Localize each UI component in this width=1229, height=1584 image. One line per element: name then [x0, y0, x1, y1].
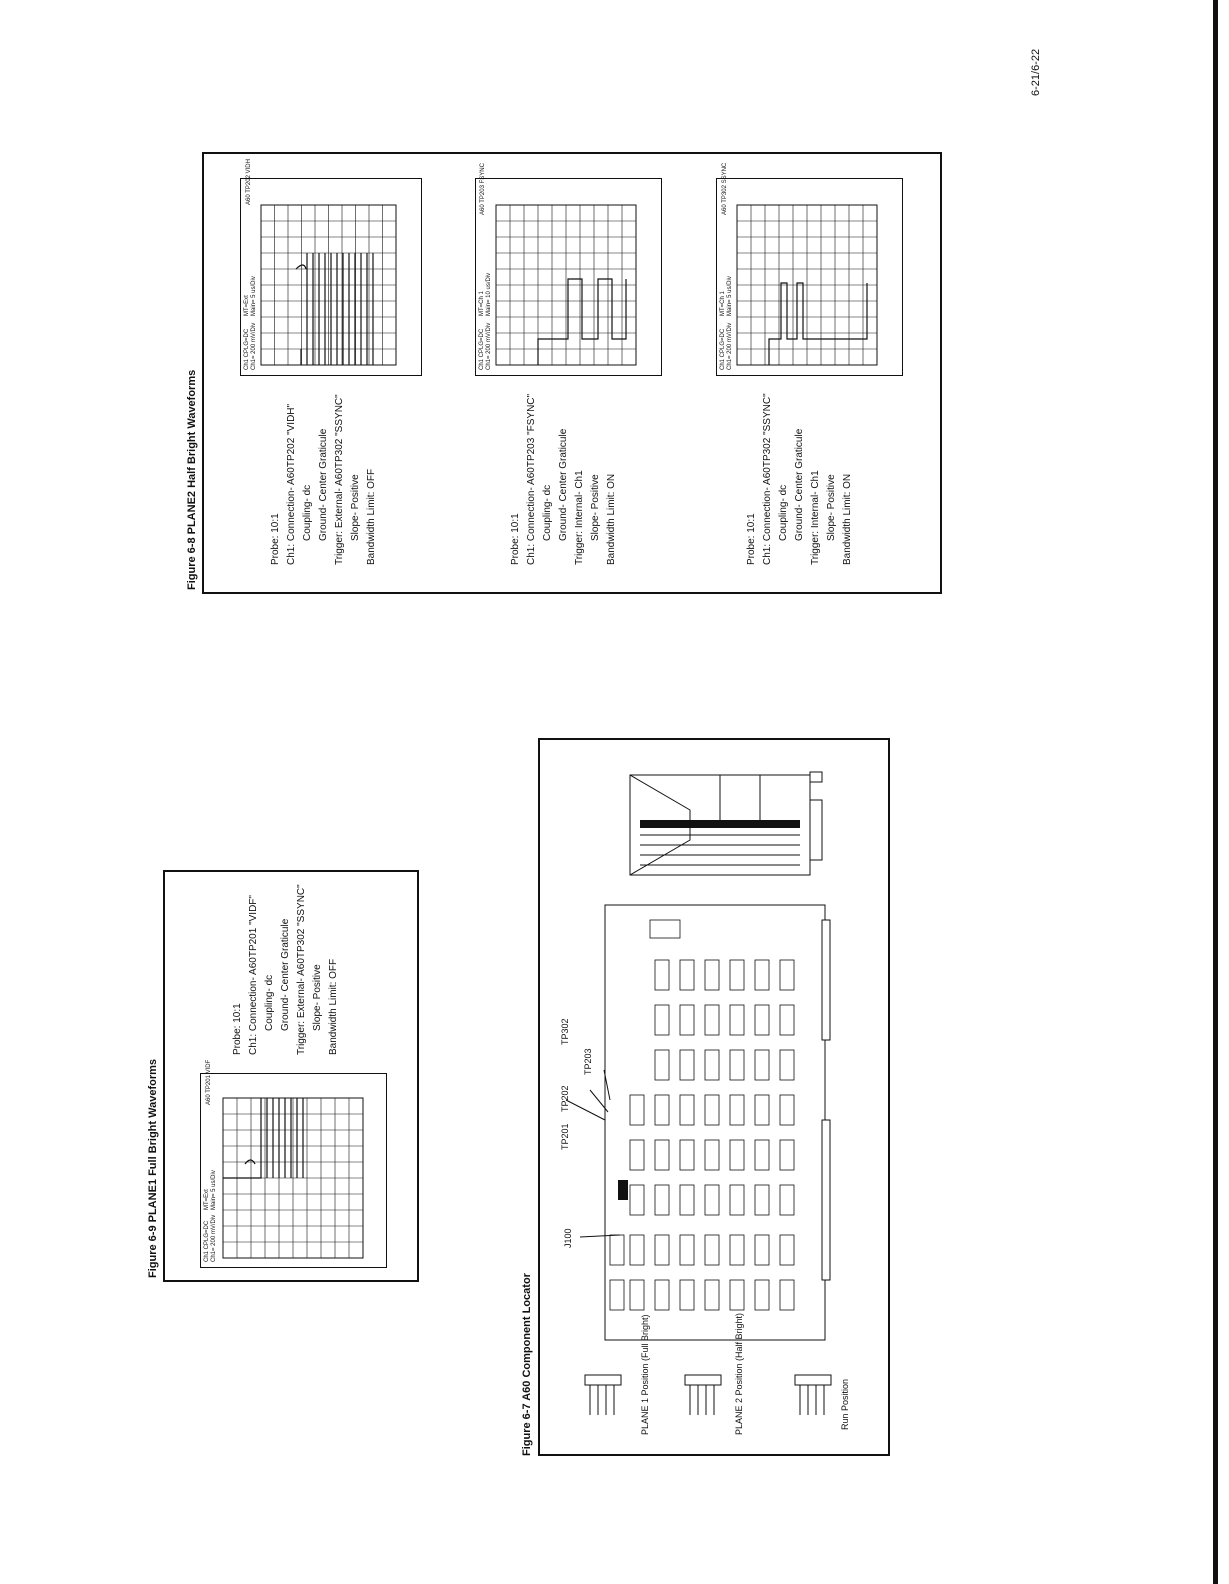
fig-6-8-panel-2-scope-left-2: Ch1= 200 mV/Div — [486, 322, 492, 370]
fig-6-9-scope — [200, 1073, 387, 1268]
fig-6-9-scope-left-3: MT=Ext — [204, 1189, 210, 1210]
fig-6-8-panel-2-scope-left-4: Main= 10 us/Div — [486, 272, 492, 316]
figure-6-7-title: Figure 6-7 A60 Component Locator — [521, 1273, 533, 1456]
jumper-plane1-label: PLANE 1 Position (Full Bright) — [640, 1314, 650, 1435]
fig-6-9-scope-left-1: Ch1 CPLG=DC — [204, 1220, 210, 1262]
fig-6-8-panel-1-graticule — [241, 179, 421, 375]
callout-j100: J100 — [563, 1228, 573, 1248]
callout-tp203: TP203 — [583, 1048, 593, 1075]
callout-tp302: TP302 — [560, 1018, 570, 1045]
board-top-view — [600, 900, 840, 1350]
fig-6-8-panel-1-scope-left-1: Ch1 CPLG=DC — [244, 328, 250, 370]
fig-6-8-panel-3-scope — [716, 178, 903, 376]
fig-6-9-scope-left-4: Main= 5 us/Div — [211, 1170, 217, 1210]
fig-6-8-panel-2-scope-left-1: Ch1 CPLG=DC — [479, 328, 485, 370]
fig-6-8-panel-1-scope-left-3: MT=Ext — [244, 295, 250, 316]
fig-6-8-panel-2-scope-top: A60 TP203 FSYNC — [480, 163, 486, 215]
fig-6-8-panel-3-scope-left-1: Ch1 CPLG=DC — [720, 328, 726, 370]
fig-6-8-panel-3-scope-top: A60 TP302 SSYNC — [722, 162, 728, 215]
callout-leaders — [560, 1040, 630, 1240]
fig-6-8-panel-1-scope-left-4: Main= 5 us/Div — [251, 276, 257, 316]
jumper-run-icon — [790, 1370, 840, 1420]
page-edge-bar — [1213, 0, 1218, 1584]
jumper-run-label: Run Position — [840, 1378, 850, 1430]
fig-6-8-panel-3-scope-left-2: Ch1= 200 mV/Div — [727, 322, 733, 370]
fig-6-8-panel-1-scope-top: A60 TP202 VIDH — [246, 159, 252, 205]
figure-6-8-title: Figure 6-8 PLANE2 Half Bright Waveforms — [186, 369, 198, 590]
board-side-view — [620, 770, 840, 880]
fig-6-8-panel-3-graticule — [717, 179, 902, 375]
jumper-plane1-icon — [580, 1370, 630, 1420]
callout-tp201: TP201 — [560, 1123, 570, 1150]
page-number: 6-21/6-22 — [1030, 48, 1042, 96]
jumper-plane2-icon — [680, 1370, 730, 1420]
fig-6-8-panel-1-scope-left-2: Ch1= 200 mV/Div — [251, 322, 257, 370]
fig-6-8-panel-2-graticule — [476, 179, 661, 375]
fig-6-9-settings: Probe: 10:1 Ch1: Connection- A60TP201 "VIDF" Coupling- dc Ground- Center Graticule Trigger: External- A60TP302 "SSYNC" Slope- Positive Bandwidth Limit: OFF — [232, 884, 339, 1055]
fig-6-8-panel-3-scope-left-3: MT=Ch 1 — [720, 291, 726, 316]
fig-6-8-panel-3-scope-left-4: Main= 5 us/Div — [727, 276, 733, 316]
fig-6-8-panel-1-scope — [240, 178, 422, 376]
fig-6-9-scope-left-2: Ch1= 200 mV/Div — [211, 1214, 217, 1262]
fig-6-9-graticule — [201, 1074, 386, 1267]
fig-6-9-scope-top: A60 TP201 VIDF — [206, 1059, 212, 1105]
jumper-plane2-label: PLANE 2 Position (Half Bright) — [734, 1312, 744, 1435]
figure-6-9-title: Figure 6-9 PLANE1 Full Bright Waveforms — [147, 1058, 159, 1278]
fig-6-8-panel-1-settings: Probe: 10:1 Ch1: Connection- A60TP202 "VIDH" Coupling- dc Ground- Center Graticule Trigger: External- A60TP302 "SSYNC" Slope- Positive Bandwidth Limit: OFF — [270, 394, 377, 565]
fig-6-8-panel-3-settings: Probe: 10:1 Ch1: Connection- A60TP302 "SSYNC" Coupling- dc Ground- Center Graticule Trigger: Internal- Ch1 Slope- Positive Bandwidth Limit: ON — [746, 393, 853, 565]
fig-6-8-panel-2-settings: Probe: 10:1 Ch1: Connection- A60TP203 "FSYNC" Coupling- dc Ground- Center Graticule Trigger: Internal- Ch1 Slope- Positive Bandwidth Limit: ON — [510, 393, 617, 565]
callout-tp202: TP202 — [560, 1085, 570, 1112]
fig-6-8-panel-2-scope — [475, 178, 662, 376]
fig-6-8-panel-2-scope-left-3: MT=Ch 1 — [479, 291, 485, 316]
